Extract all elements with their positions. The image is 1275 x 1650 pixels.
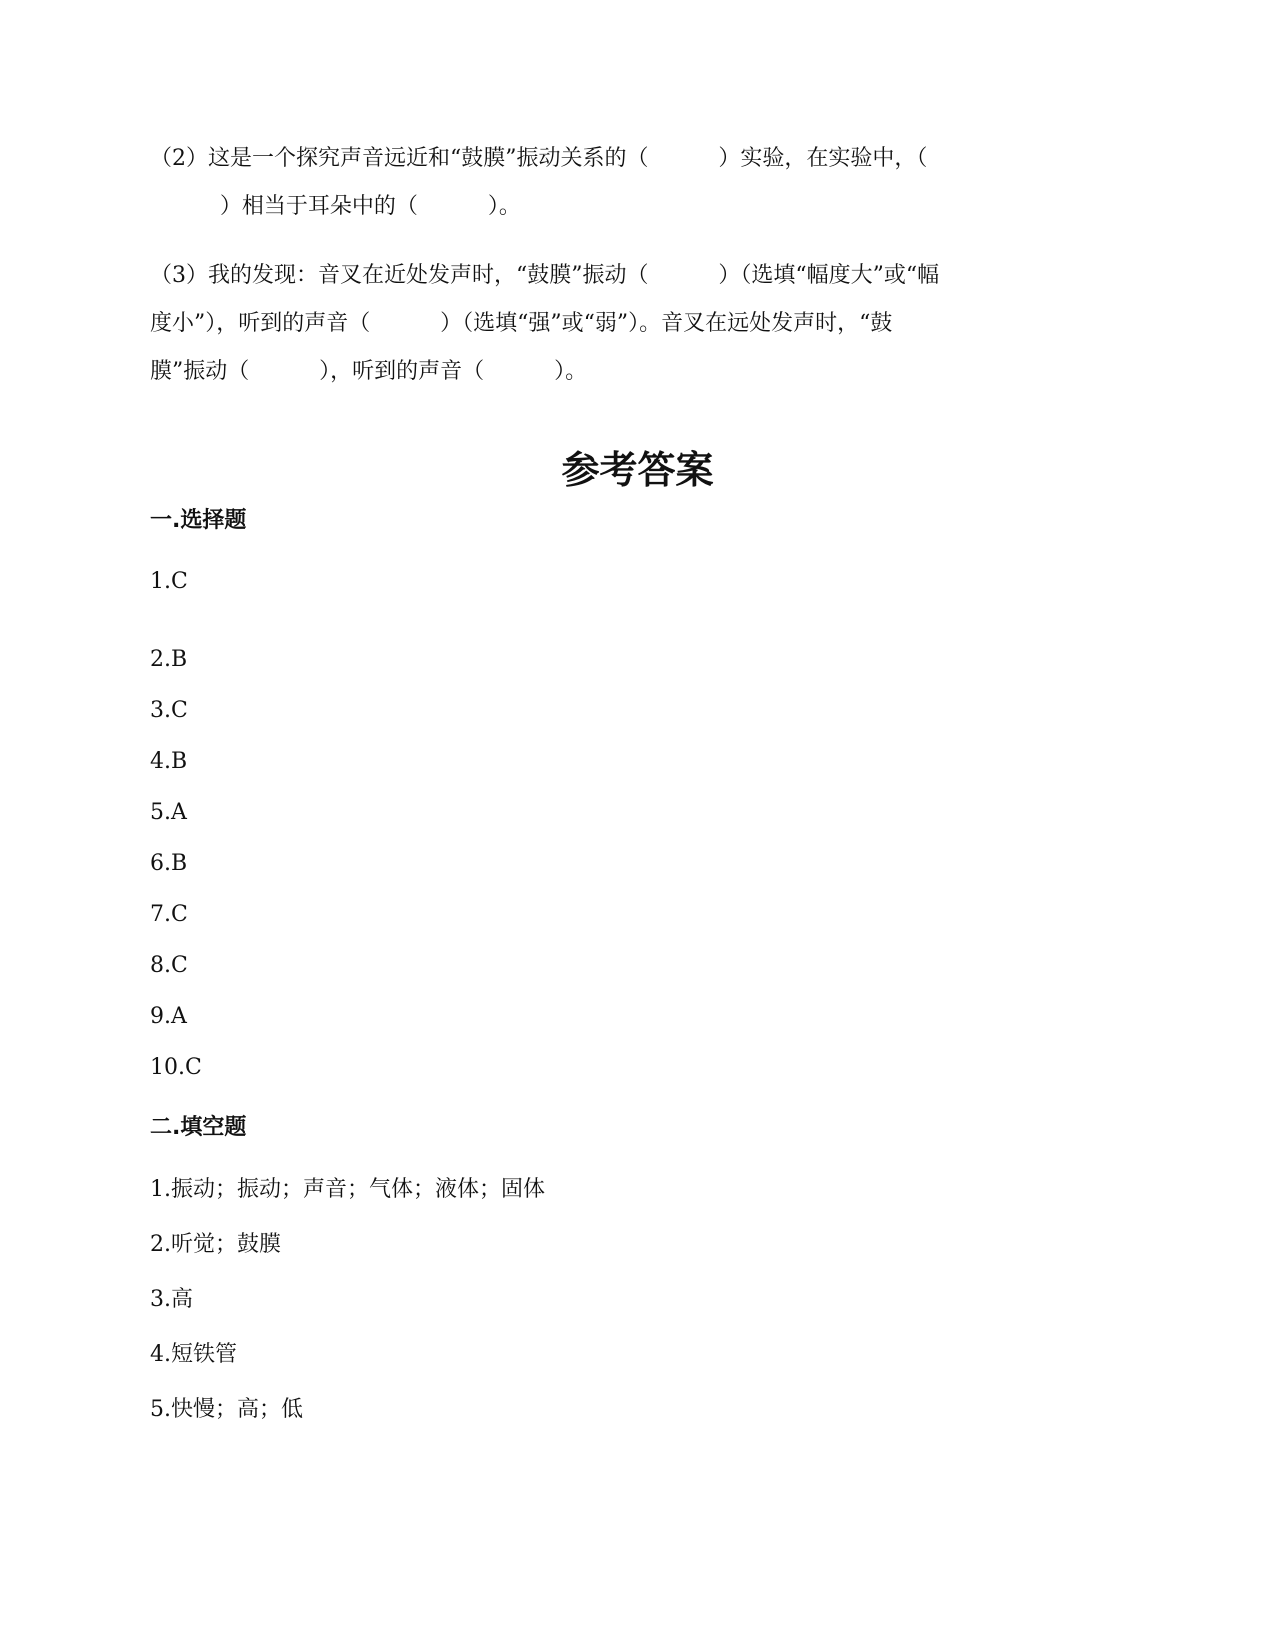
choice-answer-item: 7.C (150, 902, 188, 927)
question-3-paragraph (150, 252, 1115, 396)
choice-answer-item: 5.A (150, 800, 187, 825)
choice-answer-item: 10.C (150, 1055, 202, 1080)
answers-title: 参考答案 (561, 448, 714, 492)
choice-answer-item: 3.C (150, 698, 188, 723)
fill-answer-item: 1.振动；振动；声音；气体；液体；固体 (150, 1177, 545, 1202)
choice-answer-item: 9.A (150, 1004, 187, 1029)
question-3-line: 度小”），听到的声音（ ）（选填“强”或“弱”）。音叉在远处发声时，“鼓 (150, 311, 893, 336)
fill-answer-item: 2.听觉；鼓膜 (150, 1232, 281, 1257)
choice-section-heading: 一.选择题 (150, 508, 247, 533)
choice-answer-item: 6.B (150, 851, 188, 876)
fill-answer-item: 3.高 (150, 1287, 193, 1312)
choice-answer-item: 4.B (150, 749, 188, 774)
choice-answer-item: 8.C (150, 953, 188, 978)
fill-section-heading: 二.填空题 (150, 1115, 247, 1140)
question-3-line: （3）我的发现：音叉在近处发声时，“鼓膜”振动（ ）（选填“幅度大”或“幅 (150, 263, 940, 288)
question-2-line: ）相当于耳朵中的（ ）。 (150, 194, 521, 219)
choice-answer-item: 2.B (150, 647, 188, 672)
choice-answer-item: 1.C (150, 569, 188, 594)
fill-answer-item: 4.短铁管 (150, 1342, 237, 1367)
question-2-paragraph (150, 135, 1115, 231)
question-2-line: （2）这是一个探究声音远近和“鼓膜”振动关系的（ ）实验，在实验中，（ (150, 146, 928, 171)
fill-answer-item: 5.快慢；高；低 (150, 1397, 303, 1422)
question-3-line: 膜”振动（ ），听到的声音（ ）。 (150, 359, 588, 384)
